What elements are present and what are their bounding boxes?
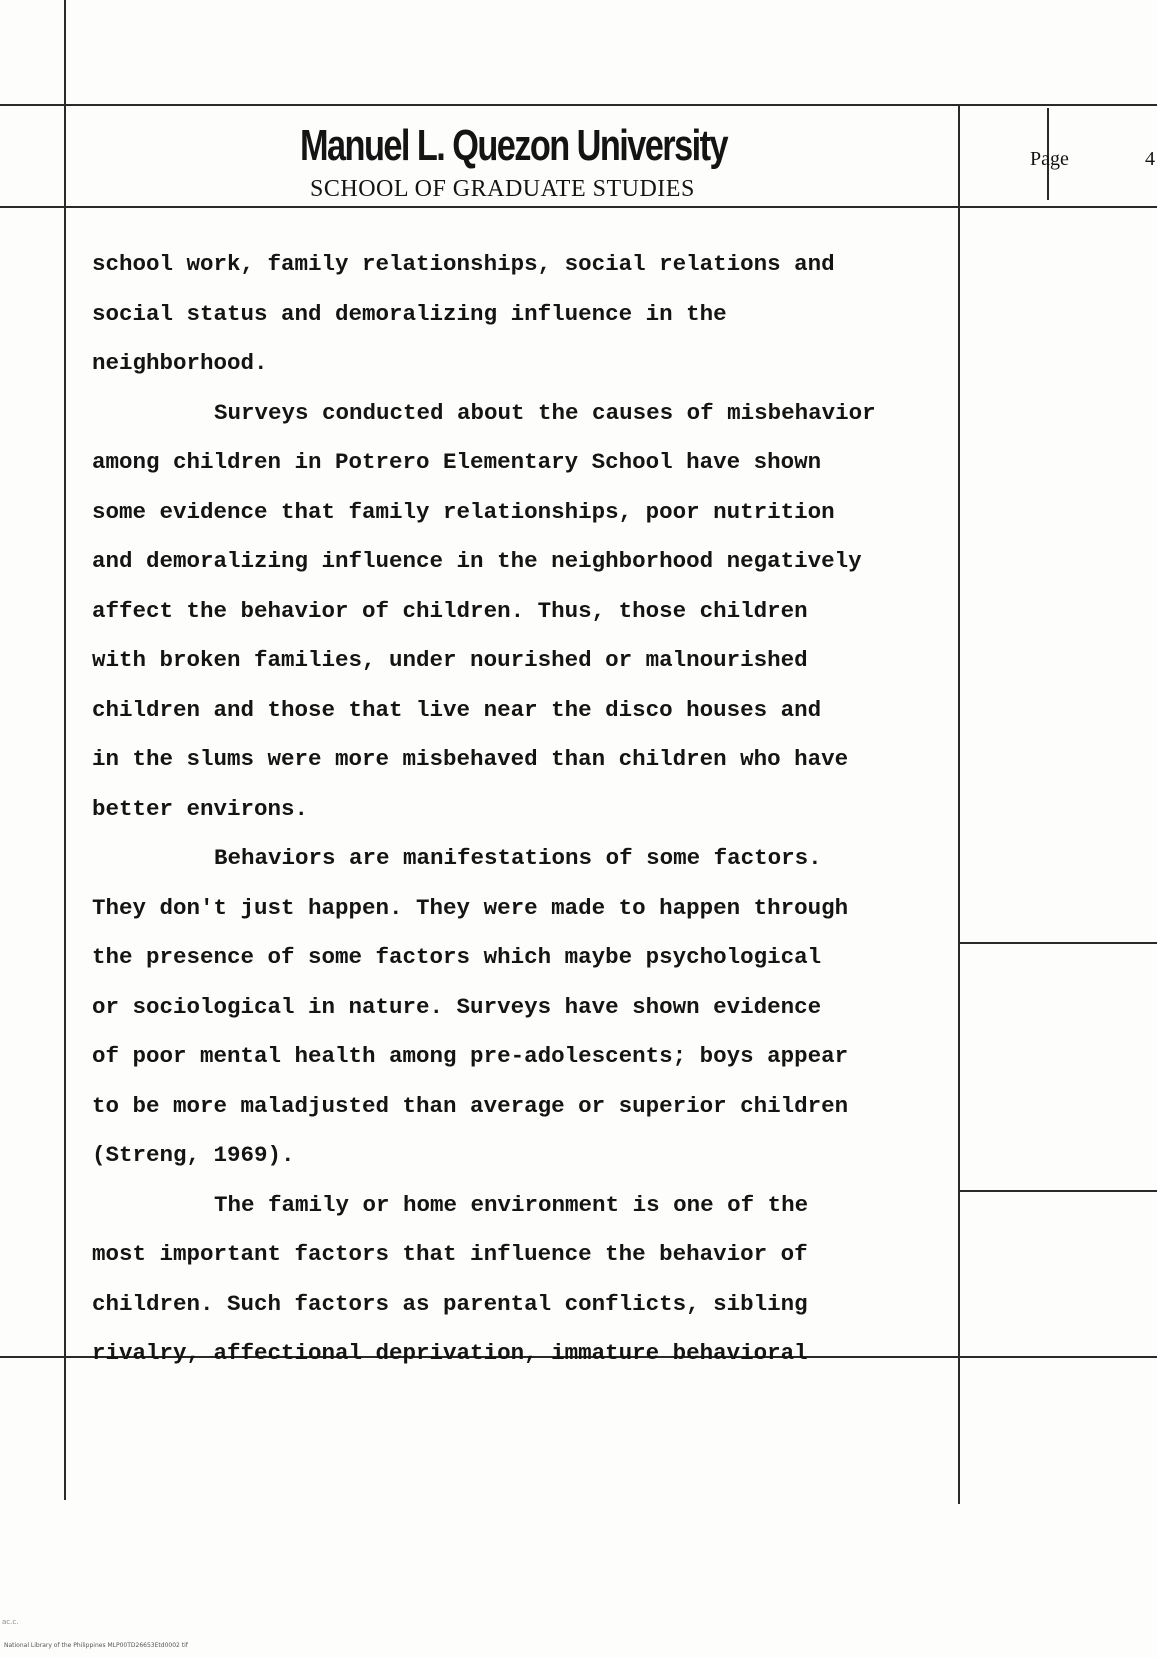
body-line: affect the behavior of children. Thus, those children [92,597,808,624]
body-line: children. Such factors as parental conflicts, sibling [92,1290,808,1317]
body-line: and demoralizing influence in the neighborhood negatively [92,548,862,574]
body-line: They don't just happen. They were made to happen through [92,894,849,921]
body-line: Surveys conducted about the causes of misbehavior [214,399,876,426]
body-line: the presence of some factors which maybe psychological [92,944,822,970]
university-name: Manuel L. Quezon University [300,121,728,170]
body-line: school work, family relationships, social relations and [92,251,835,277]
body-line: Behaviors are manifestations of some factors. [214,845,822,871]
body-line: better environs. [92,795,309,822]
body-line: neighborhood. [92,350,268,376]
body-line: with broken families, under nourished or malnourished [92,647,808,673]
body-line: among children in Potrero Elementary School have shown [92,449,822,475]
body-line: to be more maladjusted than average or superior children [92,1092,849,1119]
top-rule [0,104,1157,106]
corner-mark: ac.c. [2,1618,19,1626]
body-line: some evidence that family relationships, poor nutrition [92,498,835,525]
page-label: Page [1030,148,1069,170]
body-line: social status and demoralizing influence in the [92,300,727,327]
library-footer: National Library of the Philippines MLP00TD26653Etd0002 tif [4,1642,188,1649]
header-rule [0,206,1157,208]
body-line: or sociological in nature. Surveys have shown evidence [92,993,822,1020]
body-line: rivalry, affectional deprivation, immature behavioral [92,1340,808,1366]
body-line: (Streng, 1969). [92,1142,295,1168]
body-line: of poor mental health among pre-adolescents; boys appear [92,1043,849,1069]
body-line: The family or home environment is one of the [214,1191,809,1218]
left-margin-line [64,0,66,1500]
body-line: children and those that live near the disco houses and [92,696,822,723]
body-line: in the slums were more misbehaved than children who have [92,746,849,772]
body-text [92,240,1012,1379]
school-name: SCHOOL OF GRADUATE STUDIES [310,176,695,202]
page-number: 4 [1145,148,1155,170]
body-line: most important factors that influence the behavior of [92,1241,808,1267]
